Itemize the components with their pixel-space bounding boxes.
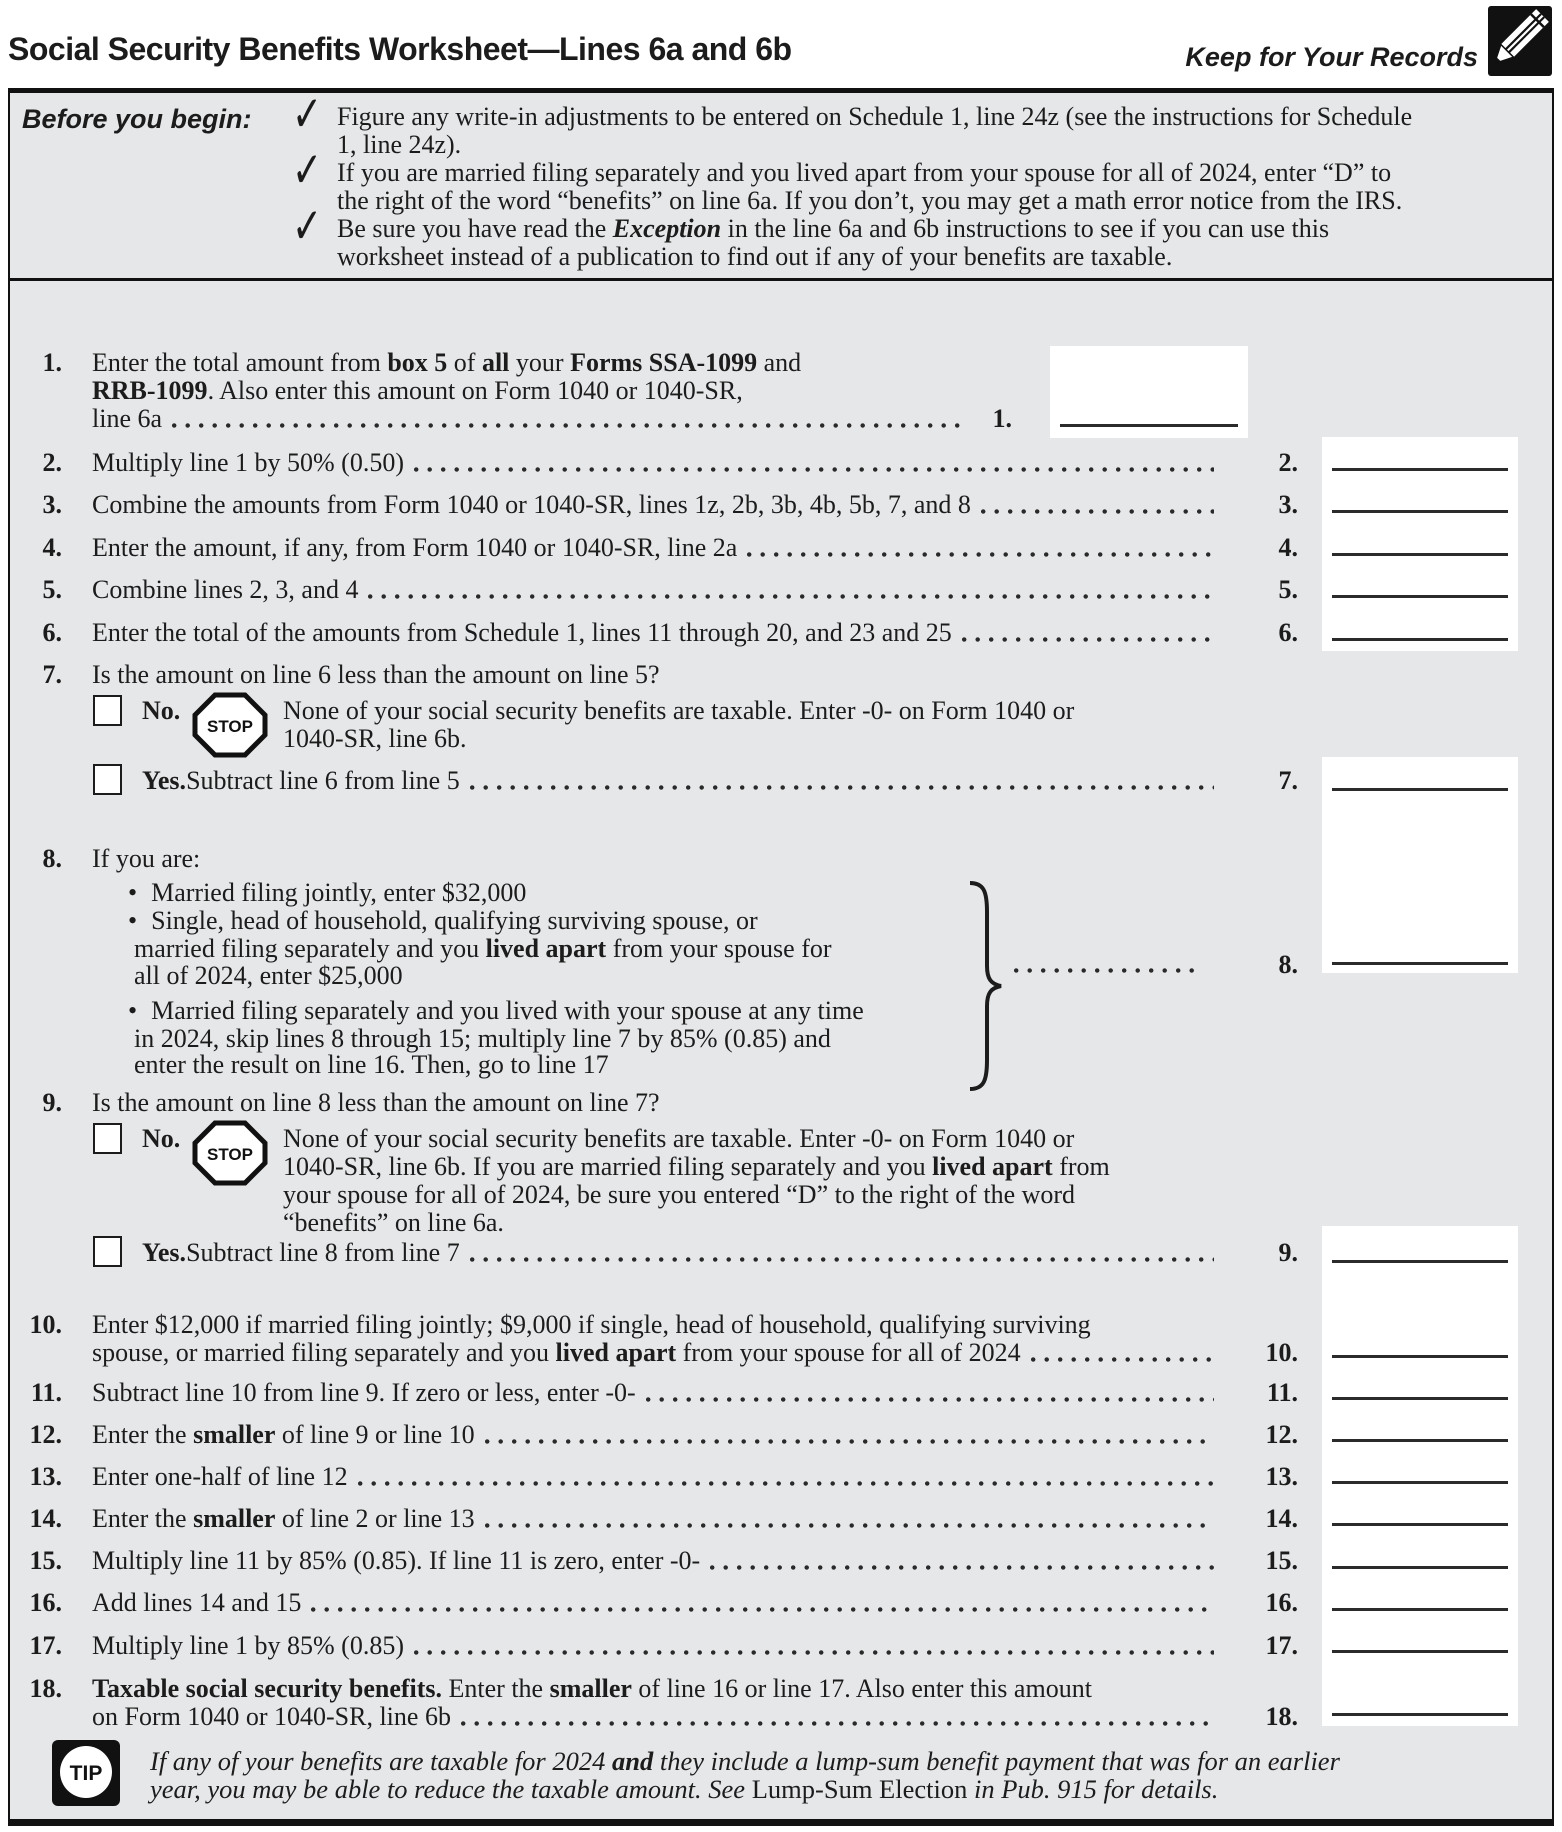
line-8-bullet-3-cont-1: in 2024, skip lines 8 through 15; multiply line 7 by 85% (0.85) and [134,1024,831,1053]
line-5-text: Combine lines 2, 3, and 4 [92,575,1218,605]
line-16-entry[interactable] [1332,1608,1508,1611]
line-8-bullet-2-cont-1: married filing separately and you lived apart from your spouse for [134,934,832,963]
line-9-entry[interactable] [1332,1260,1508,1263]
line-10-text-1: Enter $12,000 if married filing jointly; $9,000 if single, head of household, qualifying surviving [92,1310,1091,1339]
line-1-text-3-label: line 6a [92,404,163,433]
dotted-leader [311,1605,1214,1614]
line-4-entry[interactable] [1332,553,1508,556]
line9-yes-checkbox[interactable] [93,1236,122,1267]
before-you-begin-label: Before you begin: [22,104,252,134]
no-label: No. [142,1124,181,1153]
yes-label: Yes. [142,1238,187,1267]
dotted-leader [710,1563,1214,1572]
checkmark-icon: ✓ [292,198,323,255]
line-15-entry[interactable] [1332,1566,1508,1569]
line-13-entry[interactable] [1332,1481,1508,1484]
line-8-bullet-3: • Married filing separately and you lived with your spouse at any time [128,996,864,1025]
before-item-1-line-1: Figure any write-in adjustments to be entered on Schedule 1, line 24z (see the instructions for Schedule [337,102,1413,131]
dotted-leader [1014,966,1196,975]
line-12-right-number: 12. [1265,1420,1298,1449]
stop-icon [192,1120,268,1186]
line-9-no-text-4: “benefits” on line 6a. [283,1208,504,1237]
line-3-text: Combine the amounts from Form 1040 or 1040-SR, lines 1z, 2b, 3b, 4b, 5b, 7, and 8 [92,490,1218,520]
tip-text-2: year, you may be able to reduce the taxable amount. See Lump-Sum Election in Pub. 915 for details. [150,1774,1219,1804]
line-5-right-number: 5. [1278,575,1298,604]
line-8-bullet-2-cont-2: all of 2024, enter $25,000 [134,961,403,990]
line7-yes-checkbox[interactable] [93,764,122,795]
item-number: 4. [42,533,62,562]
line-7-question: Is the amount on line 6 less than the amount on line 5? [92,660,660,689]
item-number: 1. [42,348,62,377]
line-17-text: Multiply line 1 by 85% (0.85) [92,1631,1218,1661]
line-8-right-number: 8. [1278,950,1298,979]
item-number: 2. [42,448,62,477]
dotted-leader [485,1437,1214,1446]
line-12-text: Enter the smaller of line 9 or line 10 [92,1420,1218,1450]
line-9-no-text-1: None of your social security benefits are taxable. Enter -0- on Form 1040 or [283,1124,1075,1153]
dotted-leader [1031,1355,1214,1364]
svg-text:STOP: STOP [207,1145,253,1164]
line-16-right-number: 16. [1265,1588,1298,1617]
brace-icon [962,880,1006,1092]
line-9-question: Is the amount on line 8 less than the amount on line 7? [92,1088,660,1117]
line-7-yes-text: Yes. Subtract line 6 from line 5 [142,766,1218,796]
dotted-leader [470,1255,1214,1264]
no-label: No. [142,696,181,725]
line-11-text: Subtract line 10 from line 9. If zero or less, enter -0- [92,1378,1218,1408]
item-number: 14. [29,1504,62,1533]
line-8-bullet-3-cont-2: enter the result on line 16. Then, go to line 17 [134,1050,609,1079]
line-4-right-number: 4. [1278,533,1298,562]
item-number: 8. [42,844,62,873]
item-number: 7. [42,660,62,689]
line-1-text-3 [92,404,972,434]
item-number: 13. [29,1462,62,1491]
bullet-icon: • [128,996,138,1025]
line-17-entry[interactable] [1332,1650,1508,1653]
item-number: 18. [29,1674,62,1703]
dotted-leader [747,550,1214,559]
bullet-icon: • [128,906,138,935]
line-7-right-number: 7. [1278,766,1298,795]
dotted-leader [470,783,1214,792]
line-8-bullet-2: • Single, head of household, qualifying surviving spouse, or [128,906,758,935]
dotted-leader [414,465,1214,474]
line-18-entry[interactable] [1332,1713,1508,1716]
line-9-right-number: 9. [1278,1238,1298,1267]
line-15-right-number: 15. [1265,1546,1298,1575]
dotted-leader [981,507,1214,516]
keep-for-records-label: Keep for Your Records [1185,42,1478,72]
line-2-entry[interactable] [1332,468,1508,471]
line-13-right-number: 13. [1265,1462,1298,1491]
intro-divider [10,278,1552,281]
line7-no-checkbox[interactable] [93,695,122,726]
item-number: 3. [42,490,62,519]
line-15-text: Multiply line 11 by 85% (0.85). If line 11 is zero, enter -0- [92,1546,1218,1576]
line-5-entry[interactable] [1332,595,1508,598]
item-number: 6. [42,618,62,647]
tip-text-1: If any of your benefits are taxable for 2024 and they include a lump-sum benefit payment that was for an earlier [150,1746,1340,1776]
item-number: 15. [29,1546,62,1575]
line-11-right-number: 11. [1266,1378,1298,1407]
before-item-3-line-2: worksheet instead of a publication to find out if any of your benefits are taxable. [337,242,1173,271]
before-item-2-line-2: the right of the word “benefits” on line 6a. If you don’t, you may get a math error notice from the IRS. [337,186,1403,215]
line-1-right-number: 1. [992,404,1012,433]
line9-no-checkbox[interactable] [93,1123,122,1154]
stop-icon [192,692,268,758]
line-2-text: Multiply line 1 by 50% (0.50) [92,448,1218,478]
line-6-right-number: 6. [1278,618,1298,647]
line-9-no-text-3: your spouse for all of 2024, be sure you entered “D” to the right of the word [283,1180,1076,1209]
line-6-entry[interactable] [1332,638,1508,641]
line-8-head: If you are: [92,844,201,873]
line-9-no-text-2: 1040-SR, line 6b. If you are married filing separately and you lived apart from [283,1152,1110,1181]
item-number: 9. [42,1088,62,1117]
checkmark-icon: ✓ [292,142,323,199]
line-14-entry[interactable] [1332,1523,1508,1526]
item-number: 16. [29,1588,62,1617]
line-8-bullet-1: • Married filing jointly, enter $32,000 [128,878,527,907]
line-14-right-number: 14. [1265,1504,1298,1533]
line-9-yes-text: Yes. Subtract line 8 from line 7 [142,1238,1218,1268]
bullet-icon: • [128,878,138,907]
line-11-entry[interactable] [1332,1397,1508,1400]
line-4-text: Enter the amount, if any, from Form 1040 or 1040-SR, line 2a [92,533,1218,563]
line-18-text-1: Taxable social security benefits. Enter the smaller of line 16 or line 17. Also enter this amount [92,1674,1092,1703]
dotted-leader [414,1648,1214,1657]
tip-icon [52,1740,120,1806]
dotted-leader [962,635,1214,644]
dotted-leader [485,1521,1214,1530]
svg-text:TIP: TIP [69,1762,103,1785]
pencil-icon [1488,6,1552,76]
svg-text:STOP: STOP [207,717,253,736]
line-12-entry[interactable] [1332,1439,1508,1442]
line-8-entry[interactable] [1332,962,1508,965]
line-13-text: Enter one-half of line 12 [92,1462,1218,1492]
item-number: 5. [42,575,62,604]
checkmark-icon: ✓ [292,86,323,143]
line-14-text: Enter the smaller of line 2 or line 13 [92,1504,1218,1534]
item-number: 10. [29,1310,62,1339]
item-number: 17. [29,1631,62,1660]
line-1-entry[interactable] [1060,424,1238,427]
item-number: 12. [29,1420,62,1449]
line-3-right-number: 3. [1278,490,1298,519]
line-1-text-2: RRB-1099. Also enter this amount on Form 1040 or 1040-SR, [92,376,743,405]
item-number: 11. [30,1378,62,1407]
line-18-right-number: 18. [1265,1702,1298,1731]
before-item-1-line-2: 1, line 24z). [337,130,462,159]
before-item-2-line-1: If you are married filing separately and you lived apart from your spouse for all of 2024, enter “D” to [337,158,1392,187]
line-6-text: Enter the total of the amounts from Schedule 1, lines 11 through 20, and 23 and 25 [92,618,1218,648]
before-item-3-line-1: Be sure you have read the Exception in the line 6a and 6b instructions to see if you can use this [337,214,1330,243]
page-title: Social Security Benefits Worksheet—Lines 6a and 6b [8,31,792,67]
line-10-entry[interactable] [1332,1355,1508,1358]
line-10-right-number: 10. [1265,1338,1298,1367]
dotted-leader [461,1719,1214,1728]
line-1-text-1: Enter the total amount from box 5 of all your Forms SSA-1099 and [92,348,802,377]
line-18-text-2: on Form 1040 or 1040-SR, line 6b [92,1702,1218,1732]
dotted-leader [172,421,968,430]
yes-label: Yes. [142,766,187,795]
dotted-leader [368,592,1214,601]
dotted-leader [358,1479,1214,1488]
line-3-entry[interactable] [1332,510,1508,513]
line-17-right-number: 17. [1265,1631,1298,1660]
line-7-no-text-2: 1040-SR, line 6b. [283,724,467,753]
line-10-text-2: spouse, or married filing separately and you lived apart from your spouse for all of 2024 [92,1338,1218,1368]
line-7-no-text-1: None of your social security benefits are taxable. Enter -0- on Form 1040 or [283,696,1075,725]
dotted-leader [646,1395,1214,1404]
line-2-right-number: 2. [1278,448,1298,477]
line-7-entry[interactable] [1332,788,1508,791]
line-16-text: Add lines 14 and 15 [92,1588,1218,1618]
